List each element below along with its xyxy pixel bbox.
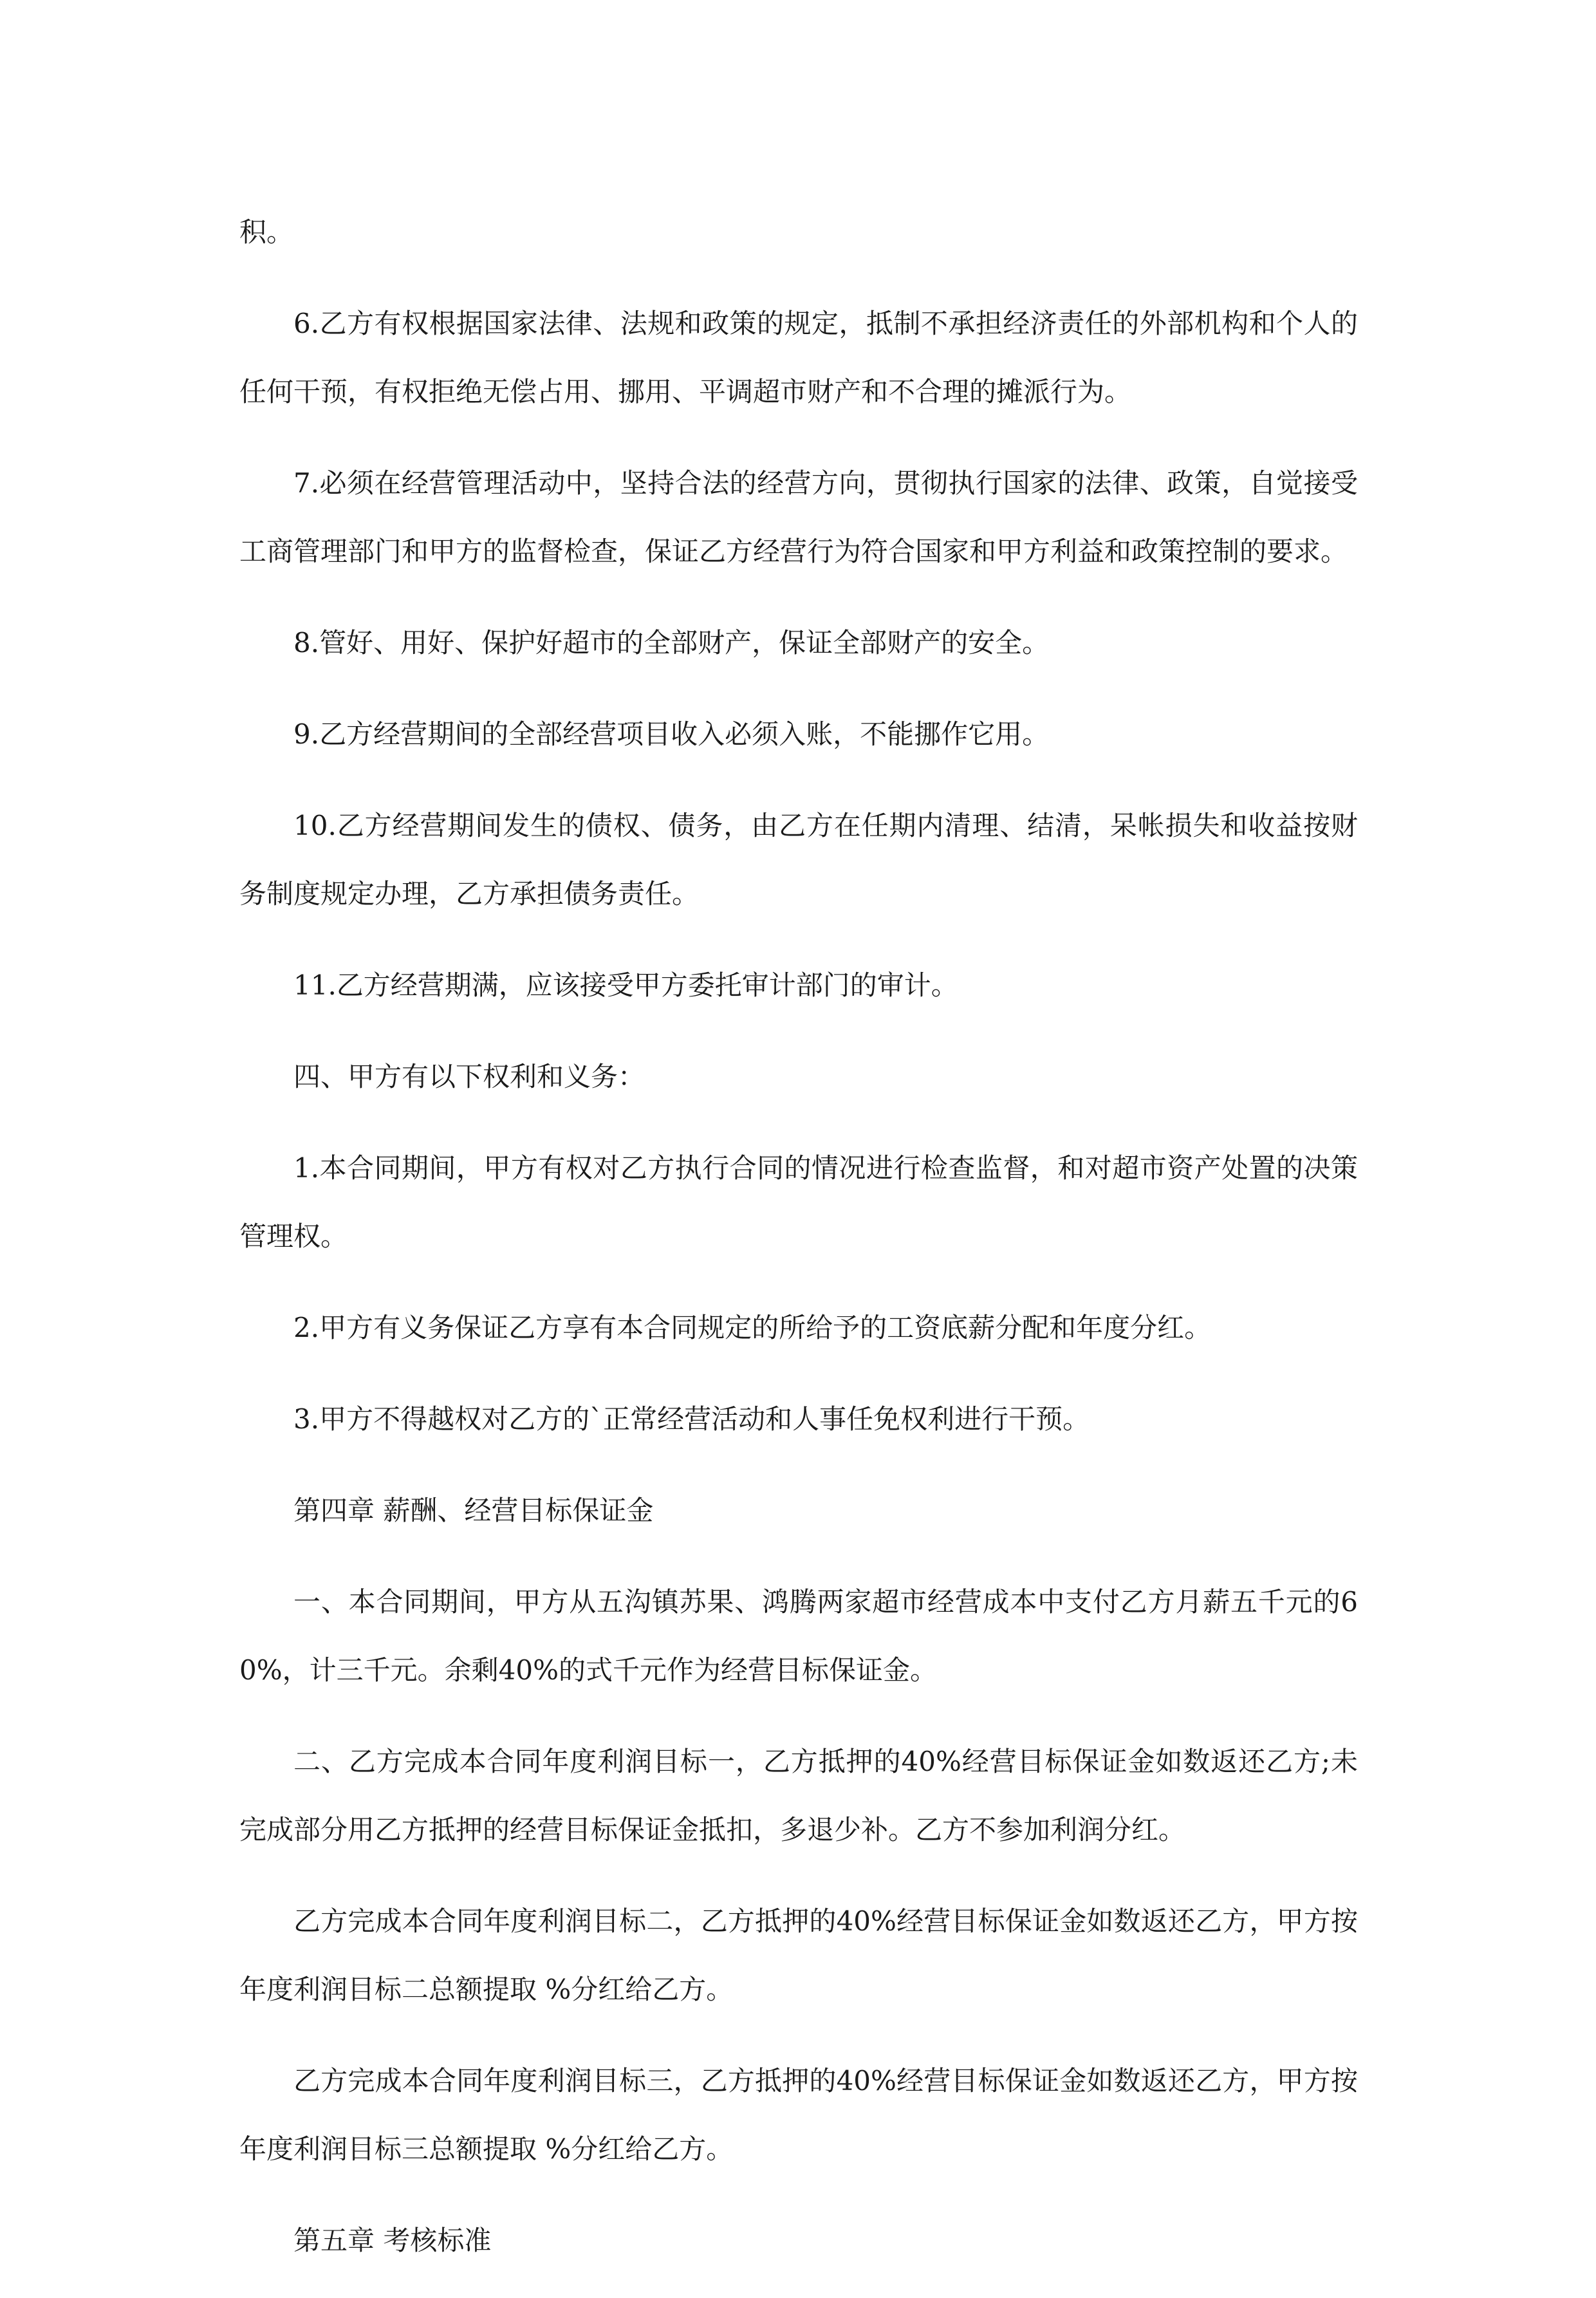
paragraph-clause-9: 9.乙方经营期间的全部经营项目收入必须入账，不能挪作它用。 — [293, 718, 1050, 750]
paragraph-clause-8: 8.管好、用好、保护好超市的全部财产，保证全部财产的安全。 — [293, 627, 1050, 659]
paragraph-continuation: 积。 — [239, 216, 294, 248]
paragraph-salary-1: 一、本合同期间，甲方从五沟镇苏果、鸿腾两家超市经营成本中支付乙方月薪五千元的60%，计三千元。余剩40%的式千元作为经营目标保证金。 — [239, 1586, 1358, 1686]
paragraph-salary-target-3: 乙方完成本合同年度利润目标三，乙方抵押的40%经营目标保证金如数返还乙方，甲方按年度利润目标三总额提取 %分红给乙方。 — [239, 2065, 1358, 2165]
paragraph-party-a-2: 2.甲方有义务保证乙方享有本合同规定的所给予的工资底薪分配和年度分红。 — [293, 1312, 1212, 1343]
paragraph-salary-target-2: 乙方完成本合同年度利润目标二，乙方抵押的40%经营目标保证金如数返还乙方，甲方按年度利润目标二总额提取 %分红给乙方。 — [239, 1905, 1358, 2005]
paragraph-clause-7: 7.必须在经营管理活动中，坚持合法的经营方向，贯彻执行国家的法律、政策，自觉接受工商管理部门和甲方的监督检查，保证乙方经营行为符合国家和甲方利益和政策控制的要求。 — [239, 467, 1358, 567]
paragraph-party-a-3: 3.甲方不得越权对乙方的`正常经营活动和人事任免权利进行干预。 — [293, 1403, 1090, 1435]
paragraph-clause-6: 6.乙方有权根据国家法律、法规和政策的规定，抵制不承担经济责任的外部机构和个人的任何干预，有权拒绝无偿占用、挪用、平调超市财产和不合理的摊派行为。 — [239, 308, 1358, 407]
document-body — [239, 198, 1358, 2298]
paragraph-salary-2: 二、乙方完成本合同年度利润目标一，乙方抵押的40%经营目标保证金如数返还乙方;未完成部分用乙方抵押的经营目标保证金抵扣，多退少补。乙方不参加利润分红。 — [239, 1746, 1358, 1845]
section-heading-party-a-rights: 四、甲方有以下权利和义务： — [293, 1061, 645, 1092]
paragraph-clause-11: 11.乙方经营期满，应该接受甲方委托审计部门的审计。 — [293, 969, 958, 1001]
chapter-heading-4: 第四章 薪酬、经营目标保证金 — [293, 1495, 654, 1526]
paragraph-clause-10: 10.乙方经营期间发生的债权、债务，由乙方在任期内清理、结清，呆帐损失和收益按财务制度规定办理，乙方承担债务责任。 — [239, 810, 1358, 910]
chapter-heading-5: 第五章 考核标准 — [293, 2225, 492, 2256]
paragraph-party-a-1: 1.本合同期间，甲方有权对乙方执行合同的情况进行检查监督，和对超市资产处置的决策管理权。 — [239, 1152, 1358, 1252]
